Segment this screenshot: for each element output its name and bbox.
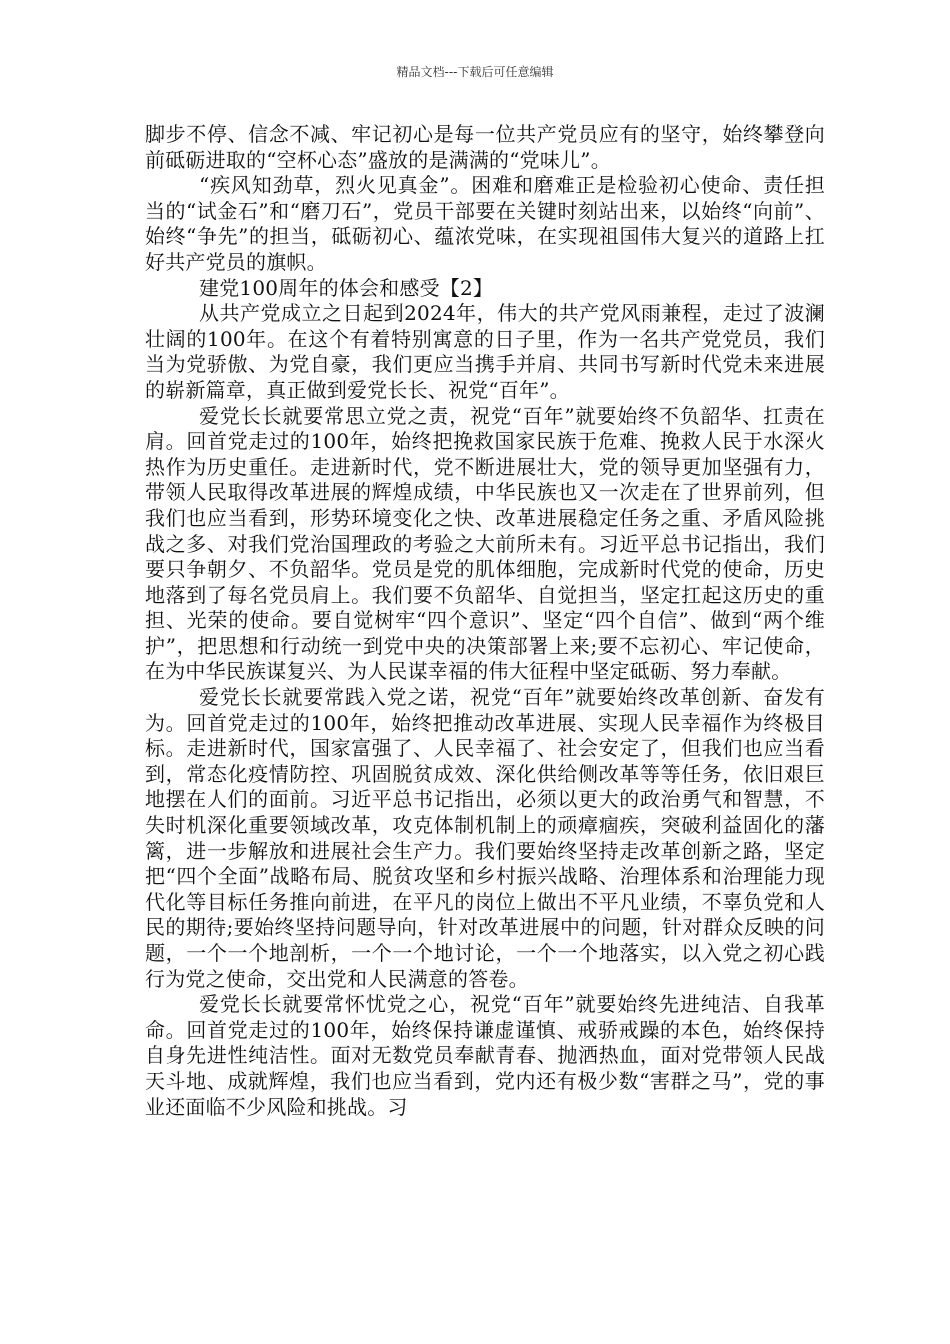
paragraph: 爱党长长就要常怀忧党之心，祝党“百年”就要始终先进纯洁、自我革命。回首党走过的100年，始终保持谦虚谨慎、戒骄戒躁的本色，始终保持自身先进性纯洁性。面对无数党员奉献青春、抛洒热血，面对党带领人民战天斗地、成就辉煌，我们也应当看到，党内还有极少数“害群之马”，党的事业还面临不少风险和挑战。习 — [145, 992, 825, 1119]
document-body — [145, 122, 825, 1120]
paragraph: 从共产党成立之日起到2024年，伟大的共产党风雨兼程，走过了波澜壮阔的100年。在这个有着特别寓意的日子里，作为一名共产党党员，我们当为党骄傲、为党自豪，我们更应当携手并肩、共同书写新时代党未来进展的崭新篇章，真正做到爱党长长、祝党“百年”。 — [145, 301, 825, 402]
paragraph: “疾风知劲草，烈火见真金”。困难和磨难正是检验初心使命、责任担当的“试金石”和“磨刀石”，党员干部要在关键时刻站出来，以始终“向前”、始终“争先”的担当，砥砺初心、蕴浓党味，在实现祖国伟大复兴的道路上扛好共产党员的旗帜。 — [145, 173, 825, 274]
paragraph: 脚步不停、信念不减、牢记初心是每一位共产党员应有的坚守，始终攀登向前砥砺进取的“空杯心态”盛放的是满满的“党味儿”。 — [145, 122, 825, 172]
paragraph: 爱党长长就要常践入党之诺，祝党“百年”就要始终改革创新、奋发有为。回首党走过的100年，始终把推动改革进展、实现人民幸福作为终极目标。走进新时代，国家富强了、人民幸福了、社会安定了，但我们也应当看到，常态化疫情防控、巩固脱贫成效、深化供给侧改革等等任务，依旧艰巨地摆在人们的面前。习近平总书记指出，必须以更大的政治勇气和智慧，不失时机深化重要领域改革，攻克体制机制上的顽瘴痼疾，突破利益固化的藩篱，进一步解放和进展社会生产力。我们要始终坚持走改革创新之路，坚定把“四个全面”战略布局、脱贫攻坚和乡村振兴战略、治理体系和治理能力现代化等目标任务推向前进，在平凡的岗位上做出不平凡业绩，不辜负党和人民的期待;要始终坚持问题导向，针对改革进展中的问题，针对群众反映的问题，一个一个地剖析，一个一个地讨论，一个一个地落实，以入党之初心践行为党之使命，交出党和人民满意的答卷。 — [145, 685, 825, 991]
paragraph: 爱党长长就要常思立党之责，祝党“百年”就要始终不负韶华、扛责在肩。回首党走过的100年，始终把挽救国家民族于危难、挽救人民于水深火热作为历史重任。走进新时代，党不断进展壮大，党的领导更加坚强有力，带领人民取得改革进展的辉煌成绩，中华民族也又一次走在了世界前列，但我们也应当看到，形势环境变化之快、改革进展稳定任务之重、矛盾风险挑战之多、对我们党治国理政的考验之大前所未有。习近平总书记指出，我们要只争朝夕、不负韶华。党员是党的肌体细胞，完成新时代党的使命，历史地落到了每名党员肩上。我们要不负韶华、自觉担当，坚定扛起这历史的重担、光荣的使命。要自觉树牢“四个意识”、坚定“四个自信”、做到“两个维护”，把思想和行动统一到党中央的决策部署上来;要不忘初心、牢记使命，在为中华民族谋复兴、为人民谋幸福的伟大征程中坚定砥砺、努力奉献。 — [145, 403, 825, 684]
page-header: 精品文档---下载后可任意编辑 — [396, 65, 554, 79]
section-heading: 建党100周年的体会和感受【2】 — [199, 275, 494, 300]
